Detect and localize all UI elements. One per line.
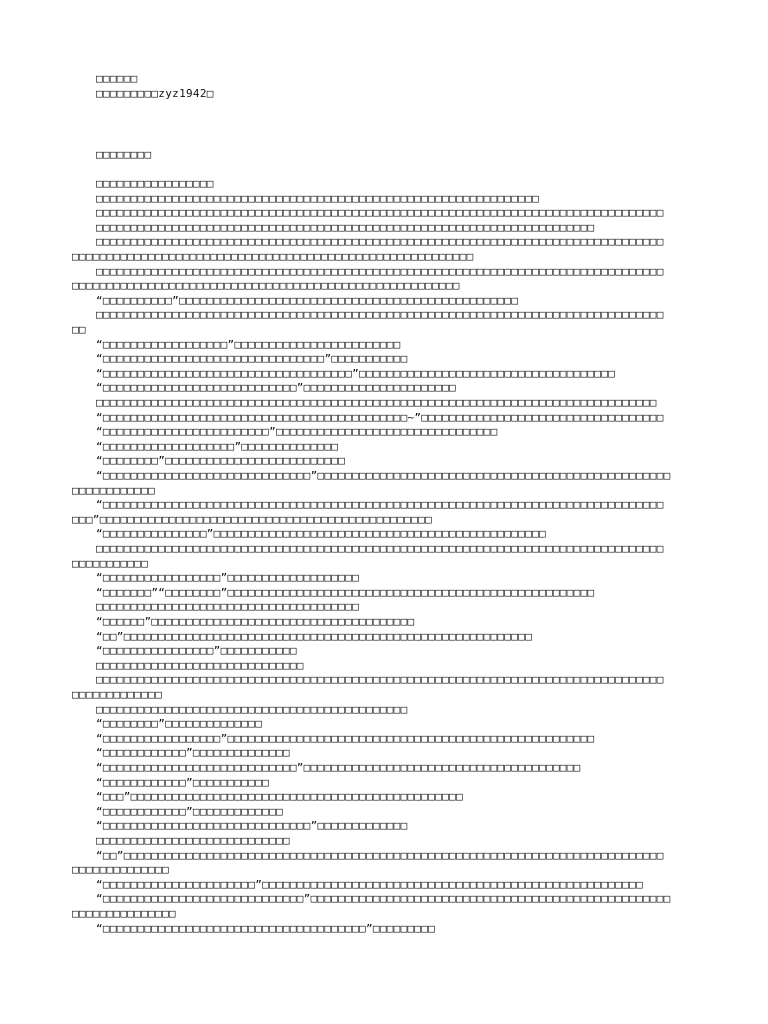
text-line: □□□□□□□□□□□□□□□□□□□□□□□□□□□□□□□□□□□□□□□□□□□□□□□□□□□□□□□□□□□□□□□□ (96, 191, 540, 205)
text-line: □□□□□□□□□□□□□□□□□□□□□□□□□□□□□□□□□□□□□□□□□□□□□□□□□□□□□□□□□□□□□□□□□□□□□□□□□□□□□□□□□□ (96, 308, 664, 322)
chapter-title: □□□□□□□□ (96, 148, 152, 161)
text-line: “□□□□□□□□□□□□”□□□□□□□□□□□□□□ (96, 746, 290, 760)
text-line: “□□□□□□□□□□□□□□□”□□□□□□□□□□□□□□□□□□□□□□□□□□□□□□□□□□□□□□□□□□□□□□□□ (96, 527, 546, 541)
text-line: “□□□□□□□□□□□□□□□□□□□□□□□□□□□□□□□□□□□□□□□□□□□□□□□□□□□□□□□□□□□□□□□□□□□□□□□□□□□□□□□□□ (96, 498, 664, 512)
text-line: “□□□□□□□□”□□□□□□□□□□□□□□□□□□□□□□□□□□ (96, 454, 346, 468)
text-line: “□□□□□□□□□□□□□□□□□□□□□□□□□□□□□□”□□□□□□□□□□□□□□□□□□□□□□□□□□□□□□□□□□□□□□□□□□□□□□□□□□□ (96, 469, 671, 482)
text-line: □□□□□□□□□□□□□□□□□□□□□□□□□□□□□□□□□□□□□□□□□□□□□ (96, 702, 408, 716)
text-line: “□□□□□□□□□□□□□□□□□□□□□□□□□□□□□□”□□□□□□□□□□□□□ (96, 819, 408, 833)
text-line: □□□□□□□□□□□□□□□□□□□□□□□□□□□□□□ (96, 658, 304, 672)
text-line: “□□□□□□□□□□□□□□□□□□□□□□”□□□□□□□□□□□□□□□□□□□□□□□□□□□□□□□□□□□□□□□□□□□□□□□□□□□□□□□ (96, 877, 643, 891)
text-line: □□□□□□□□□□□□□□□□□□□□□□□□□□□□□□□□□□□□□□□□□□□□□□□□□□□□□□□□□□□□□□□□□□□□□□□□□□□□□□□□□□ (96, 235, 664, 249)
text-line: □□□□□□□□□□□□□□□□□□□□□□□□□□□□□□□□□□□□□□□□□□□□□□□□□□□□□□□□□□□□□□□□□□□□□□□□ (96, 220, 595, 234)
text-line: “□□□□□□□□□□□□□□□□□□□□□□□□□□□□□□□□”□□□□□□□□□□□ (96, 352, 408, 366)
text-line: “□□□□□□□”“□□□□□□□□”□□□□□□□□□□□□□□□□□□□□□□□□□□□□□□□□□□□□□□□□□□□□□□□□□□□□□ (96, 585, 595, 599)
text-line: □□□□□□□□□□□□□□□□□□□□□□□□□□□□□□□□□□□□□□□□□□□□□□□□□□□□□□□□□□□□□□□□□□□□□□□□□□□□□□□□□ (96, 396, 657, 409)
text-line: □□ (72, 323, 86, 336)
text-line: “□□”□□□□□□□□□□□□□□□□□□□□□□□□□□□□□□□□□□□□□□□□□□□□□□□□□□□□□□□□□□□□□□□□□□□□□□□□□□□□□□ (96, 848, 664, 862)
text-line: “□□□□□□□□□□□□□□□□□□□□□□□□□□□□□□□□□□□□□□”□□□□□□□□□ (96, 921, 436, 935)
text-line: “□□□□□□□□□□□□□□□□□□□□□□□□□□□□□□□□□□□□”□□□□□□□□□□□□□□□□□□□□□□□□□□□□□□□□□□□□□ (96, 366, 616, 380)
text-line: “□□□□□□□□□□□□□□□□□□□□□□□□□□□□□”□□□□□□□□□□□□□□□□□□□□□□□□□□□□□□□□□□□□□□□□□□□□□□□□□□□□ (96, 892, 671, 906)
text-line: □□□”□□□□□□□□□□□□□□□□□□□□□□□□□□□□□□□□□□□□□□□□□□□□□□□□ (72, 512, 432, 526)
text-line: “□□□□□□□□□□□□□□□□□□□□□□□□”□□□□□□□□□□□□□□□□□□□□□□□□□□□□□□□□ (96, 425, 498, 439)
text-line: “□□□□□□□□□□□□”□□□□□□□□□□□ (96, 775, 270, 789)
text-line: □□□□□□□□□□□□□□□□□□□□□□□□□□□□□□□□□□□□□□□□□□□□□□□□□□□□□□□□ (72, 279, 460, 293)
text-line: □□□□□□□□□□□□□□□□□□□□□□□□□□□□□□□□□□□□□□□□□□□□□□□□□□□□□□□□□□ (72, 250, 474, 263)
text-line: □□□□□□□□□□□□□□□□□□□□□□□□□□□□□□□□□□□□□□□□□□□□□□□□□□□□□□□□□□□□□□□□□□□□□□□□□□□□□□□□□□ (96, 673, 664, 687)
text-line: □□□□□□□□□□□□ (72, 483, 156, 497)
text-line: □□□□□□□□□□□□□□ (72, 863, 169, 877)
document-title: □□□□□□ (96, 72, 138, 85)
text-line: □□□□□□□□□□□□□□□□□□□□□□□□□□□□□□□□□□□□□□□□□□□□□□□□□□□□□□□□□□□□□□□□□□□□□□□□□□□□□□□□□□ (96, 542, 664, 555)
text-line: □□□□□□□□□□□□□□□□□□□□□□□□□□□□ (96, 834, 290, 847)
text-line: “□□□□□□□□□□”□□□□□□□□□□□□□□□□□□□□□□□□□□□□□□□□□□□□□□□□□□□□□□□□□ (96, 293, 519, 307)
text-line: “□□□□□□□□□□□□□□□□□□□□□□□□□□□□□□□□□□□□□□□□□□□□~”□□□□□□□□□□□□□□□□□□□□□□□□□□□□□□□□□□□ (96, 410, 664, 424)
text-line: □□□□□□□□□□□□□□□□□□□□□□□□□□□□□□□□□□□□□□ (96, 600, 360, 614)
text-line: “□□”□□□□□□□□□□□□□□□□□□□□□□□□□□□□□□□□□□□□□□□□□□□□□□□□□□□□□□□□□□□ (96, 629, 533, 643)
text-line: “□□□□□□□□”□□□□□□□□□□□□□□ (96, 717, 263, 731)
text-line: “□□□□□□□□□□□□□□□□□□□□□□□□□□□□”□□□□□□□□□□□□□□□□□□□□□□ (96, 381, 456, 395)
text-line: “□□□□□□□□□□□□□□□□□□”□□□□□□□□□□□□□□□□□□□□□□□□ (96, 337, 401, 351)
text-line: “□□□”□□□□□□□□□□□□□□□□□□□□□□□□□□□□□□□□□□□□□□□□□□□□□□□□ (96, 790, 463, 804)
text-line: “□□□□□□□□□□□□□□□□”□□□□□□□□□□□ (96, 644, 297, 658)
text-line: “□□□□□□□□□□□□□□□□□”□□□□□□□□□□□□□□□□□□□ (96, 571, 360, 585)
text-line: □□□□□□□□□□□ (72, 556, 149, 570)
text-line: “□□□□□□□□□□□□□□□□□□□”□□□□□□□□□□□□□□ (96, 439, 339, 453)
text-line: □□□□□□□□□□□□□ (72, 688, 162, 701)
text-line: □□□□□□□□□□□□□□□□□□□□□□□□□□□□□□□□□□□□□□□□□□□□□□□□□□□□□□□□□□□□□□□□□□□□□□□□□□□□□□□□□□ (96, 206, 664, 220)
text-line: “□□□□□□□□□□□□□□□□□□□□□□□□□□□□”□□□□□□□□□□□□□□□□□□□□□□□□□□□□□□□□□□□□□□□□ (96, 761, 581, 774)
text-line: “□□□□□□□□□□□□□□□□□”□□□□□□□□□□□□□□□□□□□□□□□□□□□□□□□□□□□□□□□□□□□□□□□□□□□□□ (96, 731, 595, 745)
document-byline: □□□□□□□□□zyz1942□ (96, 87, 214, 100)
text-line: “□□□□□□□□□□□□”□□□□□□□□□□□□□ (96, 804, 283, 818)
text-line: □□□□□□□□□□□□□□□ (72, 907, 176, 920)
text-line: □□□□□□□□□□□□□□□□□□□□□□□□□□□□□□□□□□□□□□□□□□□□□□□□□□□□□□□□□□□□□□□□□□□□□□□□□□□□□□□□□□ (96, 264, 664, 278)
text-line: “□□□□□□”□□□□□□□□□□□□□□□□□□□□□□□□□□□□□□□□□□□□□□ (96, 615, 415, 628)
text-line: □□□□□□□□□□□□□□□□□ (96, 177, 214, 190)
